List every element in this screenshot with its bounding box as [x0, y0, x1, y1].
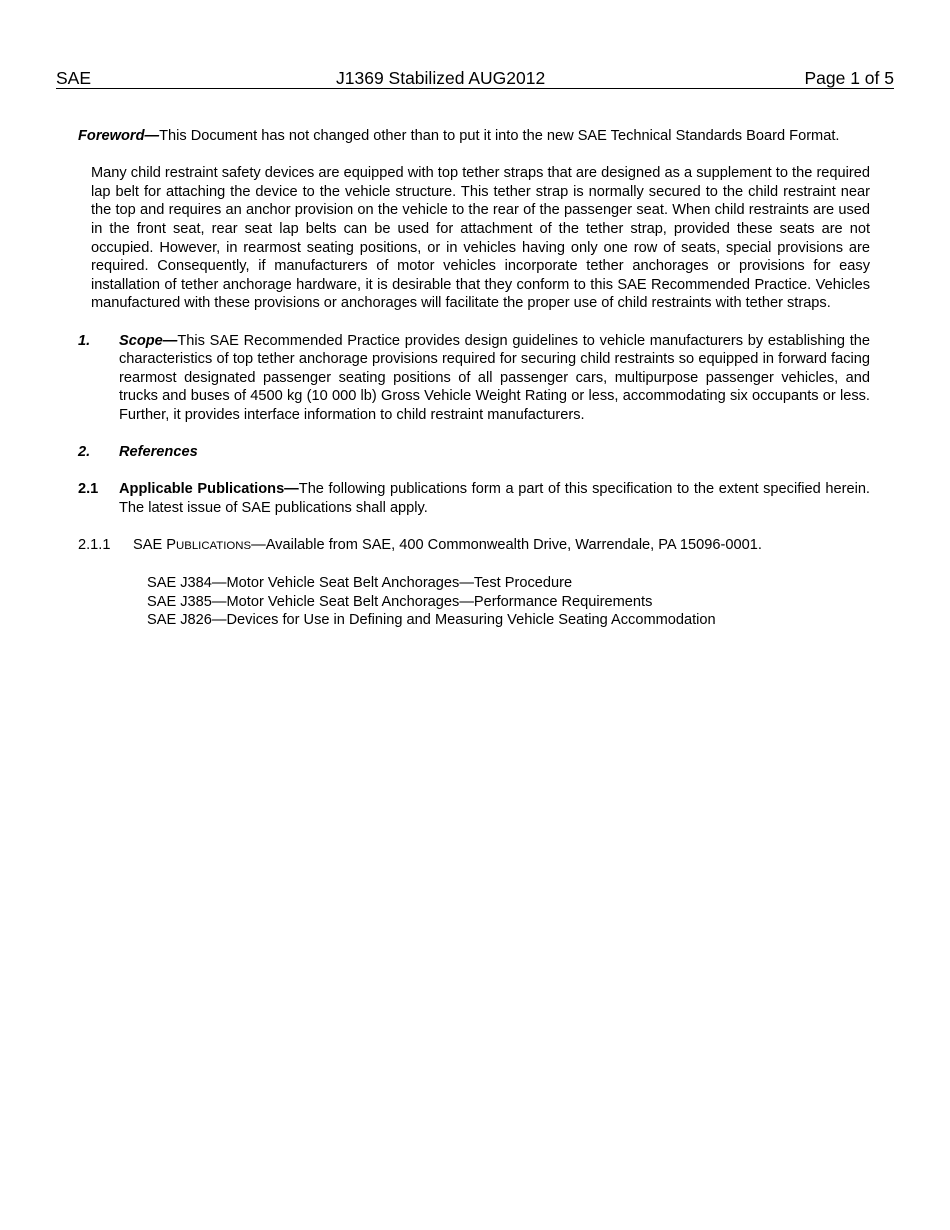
header-doc-id: J1369 Stabilized AUG2012	[336, 68, 546, 88]
section-number: 1.	[78, 332, 91, 349]
scope-label: Scope—	[119, 332, 178, 349]
section-number: 2.1	[78, 481, 99, 498]
section-sae-publications	[78, 536, 870, 556]
foreword-label: Foreword—	[78, 128, 160, 144]
document-body	[78, 127, 870, 630]
foreword-paragraph	[78, 127, 870, 146]
header-page-number: Page 1 of 5	[804, 68, 894, 88]
applicable-text: The following publications form a part of this specification to the extent specified herein. The latest issue of SAE publications shall apply.	[119, 481, 870, 516]
section-references	[78, 443, 870, 462]
section-number: 2.	[78, 444, 91, 461]
sae-publications-text: —Available from SAE, 400 Commonwealth Drive, Warrendale, PA 15096-0001.	[251, 537, 762, 554]
reference-item: SAE J826—Devices for Use in Defining and Measuring Vehicle Seating Accommodation	[147, 612, 716, 629]
scope-text: This SAE Recommended Practice provides design guidelines to vehicle manufacturers by establishing the characteristics of top tether anchorage provisions required for securing child restraints so equipped in forward facing rearmost designated passenger seating positions of all passenger cars, multipurpose passenger vehicles, and trucks and buses of 4500 kg (10 000 lb) Gross Vehicle Weight Rating or less, accommodating six occupants or less. Further, it provides interface information to child restraint manufacturers.	[119, 332, 870, 423]
section-applicable-publications	[78, 480, 870, 517]
sae-publications-label: SAE PUBLICATIONS	[133, 537, 252, 554]
reference-item: SAE J384—Motor Vehicle Seat Belt Anchorages—Test Procedure	[147, 575, 573, 592]
foreword-text: This Document has not changed other than to put it into the new SAE Technical Standards Board Format.	[159, 128, 840, 144]
section-number: 2.1.1	[78, 537, 111, 554]
section-scope	[78, 332, 870, 425]
reference-item: SAE J385—Motor Vehicle Seat Belt Anchorages—Performance Requirements	[147, 593, 653, 610]
page-header	[56, 68, 894, 89]
header-org: SAE	[56, 68, 92, 88]
reference-list	[78, 574, 870, 630]
references-heading: References	[119, 444, 198, 461]
intro-paragraph: Many child restraint safety devices are equipped with top tether straps that are designed as a supplement to the required lap belt for attaching the device to the vehicle structure. This tether strap is normally secured to the child restraint near the top and requires an anchor provision on the vehicle to the rear of the passenger seat. When child restraints are used in the front seat, rear seat lap belts can be used for attachment of the tether strap, provided these seats are not occupied. However, in rearmost seating positions, or in vehicles having only one row of seats, special provisions are required. Consequently, if manufacturers of motor vehicles incorporate tether anchorages or provisions for easy installation of tether anchorage hardware, it is desirable that they conform to this SAE Recommended Practice. Vehicles manufactured with these provisions or anchorages will facilitate the proper use of child restraints with tether straps.	[91, 165, 870, 312]
applicable-label: Applicable Publications—	[119, 481, 299, 498]
